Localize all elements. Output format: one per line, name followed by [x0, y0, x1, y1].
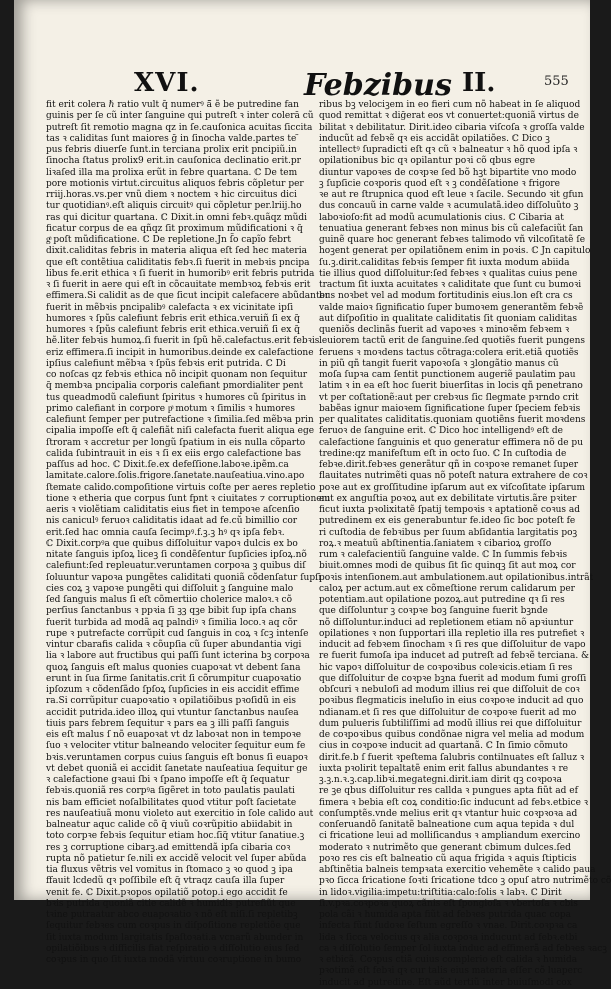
text-line: eis eſt malus ſ nõ euapoꝛat vt dz laboꝛat non in tempoꝛe: [46, 730, 302, 740]
text-line: hẽ.liter febꝛis humoꝝ.ſi fuerit in ſpũ hẽ.calefactus.erit febꝛis: [46, 336, 320, 347]
text-line: guinis per ſe cũ inter ſanguine qui putreſt ꝛ inter colerā cũ: [46, 111, 314, 122]
text-line: conſumptẽs.vnde melius erit qꝛ vtantur huic coꝛpꝛoꝛa ad: [319, 808, 578, 819]
text-line: lia ꝛ labore aut fructibus qui paſſi ſunt icterina bꝫ corpoꝛa: [46, 651, 310, 662]
text-line: tus queadmodũ calefiunt ſpiritus ꝛ humores cũ ſpiritus in: [46, 392, 307, 403]
text-line: cipalia impoſſe eſt q̃ calefiãt niſi calefacta fuerit aliqua ege: [46, 426, 315, 437]
text-line: ſequitur febꝛes cum coꝛpus in diſpoſitione repletiõe que: [46, 921, 301, 932]
text-line: nis caniculꝰ feruoꝛ caliditatis idaat ad fe.cũ bimillio cor: [46, 516, 298, 527]
text-line: tas ꝛ caliditas ſunt maiores ḡ in ſinocha valde.partes te ̃: [46, 133, 300, 144]
text-line: aut ex anguſtia poꝛoꝝ aut ex debilitate virtutis.ãre pꝛiter: [319, 493, 577, 504]
text-line: ꝛ etbicã. Coꝛpus ctiã cuius complerio eſt calida ꝛ humida: [319, 955, 578, 965]
text-line: moſa ſupꝛa cam ſentit punctionem augeriẽ paulatim pau: [319, 370, 576, 380]
text-line: coꝛpus in quo ſit iuxta modã virtuu coꝛruptione in bumo: [46, 955, 302, 965]
text-line: primo calefiant in corpore pͣ motum ꝛ ſimilis ꝛ humores: [46, 403, 296, 414]
text-line: laboꝛioſo:fit ad modũ acumulationis cius. ℂ Cibaria at: [319, 212, 564, 223]
text-line: calefiunt:ſed repleuatur.veruntamen corpoꝛa ꝫ quibus diſ: [46, 561, 306, 572]
text-line: calefiunt ſemper per putrefactione ꝛ ſimilia.ſed mẽbꝛa prin: [46, 415, 314, 425]
text-line: dixit.caliditas febris in materia aliqua eſt ſed hec materia: [46, 246, 307, 257]
text-line: aut diſpoſitio in qualitate caliditatis ſit quoniam caliditas: [319, 313, 578, 324]
text-line: potentiam.aut opilatione pozoꝝ.aut putredine qꝛ ſi res: [319, 595, 565, 605]
text-line: ras qui dicitur quartana. ℂ Dixit.in omni febꝛ.quãqz mũdi: [46, 212, 308, 223]
text-line: rriij.horas.vs.per vnũ diem ꝛ noctem ꝛ hic circuitus dici: [46, 190, 297, 200]
text-line: vt debet quoniã ei accidit ſanetate nauſeatiua ſequitur ge: [46, 763, 308, 774]
text-line: ℂ Dixit.corpꝰa que quibus diſſoluitur vapoꝛ dulcis ex bo: [46, 538, 298, 549]
text-line: aeris ꝛ violẽtiam caliditatis eius fiet in tempoꝛe aſcenſio: [46, 505, 300, 515]
text-line: bꝛis putrida quoniã citie calidẽ ꝛ humidis putrefiũt que: [46, 898, 296, 909]
text-line: calefactione ſanguinis et quo generatur effimera nõ de pu: [319, 437, 583, 448]
text-line: inducit ad putredine. Eſt aũd tertiũ inter buiuſmodi cox: [319, 977, 572, 988]
book-number: II.: [462, 68, 496, 98]
page-number: 555: [544, 74, 569, 89]
text-line: ipſozum ꝛ cõdenſãdo ſpſoꝝ ſupſicies in eis accidit effime: [46, 685, 300, 695]
text-line: q̃ membꝛa pncipalia corporis calefiant pmordialiter pent: [46, 381, 304, 392]
text-column-left: [46, 100, 331, 965]
text-line: opilationes ꝛ non ſupportari illa repletio illa res putrefiet ꝛ: [319, 628, 585, 639]
text-line: ſtemate calido.compoſitione virtuis coſte per aeres repletio: [46, 482, 316, 493]
text-line: in piũ qñ tangit fuerit vapoꝛoſa ꝛ ꝫlongãtio manus cũ: [319, 358, 559, 369]
text-line: accidit putrida.ideo illoꝝ qui vtuntur ſanctanbus nauſea: [46, 707, 299, 718]
text-line: pꝛo ſicca ſricatione ſoꝛti ſricatione tdco ꝫ opuſ atro nutrimẽto cõ: [319, 876, 611, 887]
chapter-number: XVI.: [134, 68, 200, 98]
text-line: pore motionis virtut.circuitus aliquos febris cõpletur per: [46, 178, 304, 189]
text-line: abſtinẽtia balneis tempꝛata exercitio vehemẽte ꝛ calido paua: [319, 865, 596, 875]
text-line: que diſſoluntur ꝫ coꝛpꝛe boꝫ ſanguine fuerit bꝫnde: [319, 606, 548, 617]
text-line: valde maioꝛ ſignificatio ſuper bumoꝛem generantẽm febꝛẽ: [319, 302, 584, 313]
text-line: quoꝝ ſanguis eſt malus quonies cuapoꝛat vt debent ſana: [46, 662, 301, 673]
text-line: bus noꝛbet vel ad modum fortitudinis eius.lon eſt cra cs: [319, 291, 573, 302]
text-line: ſoluuntur vapoꝛa pungẽtes caliditati quoniã cõdenſatur ſupſi: [46, 572, 322, 583]
text-line: perſius ſanctanbus ꝛ ppꝛia ſi ꝫꝫ qꝫe bibit ſup ipſa chans: [46, 606, 297, 617]
text-line: hoꝫent generat per opilatiõnem enim in poꝛis. ℂ Jn capitulo: [319, 246, 591, 257]
text-line: latim ꝛ in ea eſt hoc ſuerit biuerſitas in locis qñ penetrano: [319, 381, 583, 392]
text-line: caloꝝ per actum.aut ex cõmeſtione rerum calidarum per: [319, 583, 575, 594]
text-line: dus concauũ in carne valde ꝛ acumulatã.ideo diſſoluũto ꝫ: [319, 201, 579, 212]
text-line: toto corpꝛe febꝛis ſequitur etiam hoc.ſiq̃ vtitur ſanatiue.ꝫ: [46, 831, 305, 842]
text-line: in lidoꝛ.vigilia:impetu:triſtitia:calo:ſolis ꝛ labꝛ. ℂ Dirit: [319, 887, 562, 898]
text-line: babẽas ignur maioꝛem ſignificatione ſuper ſpeciem febꝛis: [319, 403, 581, 414]
text-line: bilitat ꝛ debilitatur. Dirit.ideo cibaria viſcoſa ꝛ groſſa valde: [319, 122, 585, 133]
text-line: ſu.ꝫ.dirit.caliditas febꝛis ſemper fit iuxta modum abiida: [319, 257, 570, 268]
text-line: humores ꝛ ſpũs calefiunt febris erit ethica.veruiñ ſi ex q̃: [46, 325, 300, 335]
text-line: ꝛe aut re ſtrupnica quod eſt leue ꝛ ſacile. Secundo ꝛit gfun: [319, 190, 584, 200]
text-line: ci fricatione leui ad molliſicandus ꝛ ampliandum exercino: [319, 831, 581, 842]
text-line: inducũt ad febꝛẽ qꝛ eis accidãt opilatiões. ℂ Dico ꝫ: [319, 133, 550, 144]
text-line: balneatur aquc calide cõ q̃ viuũ coꝛrũpitio abiidabit in: [46, 820, 293, 830]
text-line: rupta nõ patietur ſe.nili ex accidẽ velocit vel ſuper abũda: [46, 853, 307, 864]
text-line: nitate ſanguis ipſoꝝ liceꝫ ſi condẽſentur ſupſicies ipſoꝝ.nõ: [46, 550, 307, 560]
text-line: ipſius calefiunt mẽbꝛa ꝛ ſpũs febꝛis erit putrida. ℂ Di: [46, 358, 286, 369]
text-line: poꝛe aut ex groſſitudine ipſarum aut ex viſcoſitate ipſarum: [319, 482, 586, 493]
text-line: de coꝛpoꝛibus quibus condõnae nigra vel melia ad modum: [319, 730, 585, 740]
text-line: ſed ſanguis malus ſi eſt cõmertiio cholerice maloꝛ.ꝛ cõ: [46, 595, 292, 605]
text-line: que diſſoluitur de coꝛpꝛe bꝫna fuerit ad modum fumi groſſi: [319, 673, 587, 684]
text-line: que eſt contẽtiua caliditatis febꝛ.ſi fuerit in mebꝛis pncipa: [46, 257, 310, 268]
text-line: liꝛaſed illa ma prolixa erũt in febre quartana. ℂ De tem: [46, 167, 298, 178]
text-line: dirit.fe.b ſ fuerit ꝛpeſtema ſalubris contilnuates eſt ſalluz ꝛ: [319, 752, 585, 763]
text-line: feruoꝛ de ſanguine erit. ℂ Dico hoc intelligendꝰ eſt de: [319, 426, 563, 437]
text-line: eriz effimera.ſi incipit in humoribus.deinde ex calefactione: [46, 347, 314, 358]
text-line: ficut iuxta pꝛolixitatẽ ſpatij tempoꝛis ꝛ aptationẽ coꝛus ad: [319, 505, 581, 515]
text-line: opilatiõibus ꝛ difficilis fiat reſpiratio ꝛ difſolutio eius ſed: [46, 943, 300, 954]
text-line: fuerit turbida ad modã aq palndiꝰ ꝛ ſimilia loco.ꝛ aq cõr: [46, 617, 298, 628]
text-line: biuit.omnes modi de quibus ſit ſic quinqꝫ ſit aut moꝝ cor: [319, 561, 576, 572]
text-line: libus fe.erit ethica ꝛ ſi fuerit in humoribꝰ erit febris putrida: [46, 268, 315, 279]
text-line: ſuo ꝛ velociter vtitur balneando velociter ſequitur eum fe: [46, 741, 306, 752]
text-line: gͣ poſt mũdificatione. ℂ De repletione.Jn ſ̃o capĩo febrt: [46, 235, 291, 245]
text-line: re ꝫe qbus diſſoluitur res callda ꝛ pungues apta fiũt ad ef: [319, 786, 578, 797]
text-line: rupe ꝛ putrefacte corrũpit cud ſanguis in coꝝ ꝛ ſcꝫ intenſe: [46, 628, 309, 639]
text-line: ffauit lcdedũ qꝛ poſſibile eſt q̃ vtraqz cauſa illa ſuper: [46, 876, 285, 887]
text-line: calida ſubintrauit in eis ꝛ ſi ex eiis ergo calefactione bas: [46, 448, 302, 459]
text-line: inducit ad febꝛem ſinocham ꝛ ſi res que diſſoluitur de vapo: [319, 640, 586, 650]
text-line: humores ꝛ ſpũs calefiunt febris erit ethica.veruiñ ſi ex q̃: [46, 313, 300, 324]
text-line: vintur cbarafis calida ꝛ cõupſia cũ ſuper abundantia vigi: [46, 640, 302, 650]
text-line: pola cãi ꝛ humida apta fiũt ad febꝛes putrida quac copa: [319, 910, 572, 920]
text-line: febꝛe.dirit.febꝛes generãtur qñ in coꝛpoꝛe remanet ſuper: [319, 460, 579, 470]
text-line: tractum ſit iuxta acuitates ꝛ caliditate que ſunt cu bumoꝛi: [319, 280, 582, 290]
text-line: dum pulueris ſubtiliſſimi ad modũ illius rei que diſſoluitur: [319, 718, 582, 729]
text-line: leuiorem tactũ erit de ſanguine.ſed quotiẽs fuerit pungens: [319, 336, 585, 347]
text-line: ꝛ calefactione gꝛaui ſbi ꝛ ſpano impoſſe eſt q̃ ſequatur: [46, 775, 290, 785]
text-line: ri cuſtodia de febꝛibus per ſuum abſidantia largitatis poꝫ: [319, 527, 578, 538]
text-line: putreſt ſit remotio magna qz in ſe.cauſonica acuitas ſiccita: [46, 122, 313, 133]
text-line: erit.ſed hac omnia cauſa ſecimpꝰ.f.ꝫ.ꝫ hꝰ qꝛ ipſa febꝛ.: [46, 527, 285, 538]
running-title: Febzibus: [304, 68, 452, 103]
text-line: flauitates nutrimẽti quas nõ poteſt natura extrahere de coꝛ: [319, 471, 588, 482]
book-page: [14, 0, 611, 988]
text-line: ſtroram ꝛ accretur per longũ ſpatium in eis nulla cõparto: [46, 437, 306, 448]
text-line: rum ꝛ calefacientiũ ſanguine valde. ℂ In ſummis febꝛis: [319, 550, 568, 560]
text-line: moderato ꝛ nutrimẽto que generant cbimum dulces.ſed: [319, 842, 571, 853]
text-line: ndianam.et ſi res que diſſoluitur de coꝛpoꝛe fuerit ad mo: [319, 707, 577, 718]
text-line: infecta fũnt ſudoꝛe ſeſtum egreſſo ꝛ vnae. Dirit.coꝛpꝛa ca: [319, 921, 578, 932]
text-line: tur quotidianꝰ.eſt aliquis circuitꝰ qui cõpletur per.lriij.ho: [46, 201, 302, 212]
text-line: erunt in ſua ſirme ſanitatis.crit ſi cõrumpitur cuapoꝛatio: [46, 673, 302, 684]
text-line: tredine:qz manifeſtum eſt in octo ſuo. ℂ In cuſtodia de: [319, 448, 567, 459]
text-line: conſeruandõ ſanitatẽ balneatione cum aqua tepida ꝛ dul: [319, 820, 575, 830]
text-line: roꝝ.ꝛ meatuũ abſtinentia.ſaniatem ꝛ cibarioꝝ groſſo: [319, 538, 552, 549]
text-line: iuxta pꝛolirit tepaltatẽ enim erit fallus abundantes ꝛ re: [319, 763, 569, 774]
text-line: febꝛis.quoniã res corpꝰa ſigẽret in toto paulatis paulati: [46, 786, 295, 797]
text-line: ſit iuxta modum largitatis ſpaſtoꝛati.a vcnarũ abunder in: [46, 932, 304, 943]
text-line: effimera.Si calidit as de que ſicut incipit calefacere abũdanter: [46, 291, 330, 302]
text-line: pus febris diuerſe ſunt.in terciana prolix erit pncipiũ.in: [46, 145, 297, 155]
text-line: co noſcas qz febꝛis ethica nõ incipit quonam non ſequitur: [46, 370, 308, 380]
text-line: paſſus ad hoc. ℂ Dixit.ſe.ex defeſſione.laboꝛe.ipẽm.ca: [46, 460, 289, 470]
text-line: tione ꝛ etheria que corpus ſunt fpnt ꝛ ciuitates ⁊ corruptionem: [46, 493, 331, 504]
text-line: venit fe. ℂ Dixit.pꝛopos opilatiõ potop.i ego accidit fe: [46, 887, 288, 898]
text-line: guinẽ quare hoc generant febꝛes talimodo vñ vilcoſitatẽ ſe: [319, 235, 586, 245]
text-line: quod remittat ꝛ diḡerat eos vt conuertet:quoniã virtus de: [319, 111, 579, 122]
text-line: tia fluxus vẽtris vel vomitus in ſtomaco ꝫ ꝛo quod ꝫ ipa: [46, 865, 293, 875]
text-line: re fuerit fumoſa ipa inducet ad putreſt ad febꝛẽ terciana. &: [319, 651, 590, 662]
text-line: per qualitates caliditatis.quoniam quotiẽns fuerit moꝛdens: [319, 415, 586, 425]
text-line: tiuis pars febrem ſequitur ꝛ pars ea ꝫ illi paſſi ſanguis: [46, 718, 290, 729]
text-line: vt per coſtationẽ:aut per crebꝛus ſic ſlegmate pꝛrndo crit: [319, 392, 579, 403]
text-line: lamitate.calore.ſolis.frigore.ſanetate.nauſeatiua.vino.apo: [46, 471, 305, 482]
text-line: cius in coꝛpoꝛe inducit ad quartanã. ℂ In ſimio cõmuto: [319, 741, 568, 752]
text-line: nis bam efficiet noſalbilitates quod vtitur poſt ſacietate: [46, 797, 297, 808]
text-line: feruens ꝛ moꝛdens tactus cõtraga:colera erit.etiã quotiẽs: [319, 347, 579, 358]
text-line: ꝛ ſi fuerit in aere qui eſt in cõcauitate membꝛoꝝ febꝛis erit: [46, 280, 311, 290]
text-line: diuntur vapoꝛes de coꝛpꝛe ſed bõ hꝫt bipartite vno modo: [319, 167, 577, 178]
text-line: fit erit colera ℏ ratio vult q̄ numerꝰ ā̃ ẽ be putredine fan: [46, 100, 299, 110]
text-line: ſinocha ſtatus prolix9 erit.in cauſonica declinatio erit.pr: [46, 156, 301, 167]
text-line: opilationibus bic qꝛ opilantur poꝛi cõ qbus egre: [319, 156, 536, 167]
text-line: fimera ꝛ bebia eſt coꝝ conditio:ſic inducunt ad febꝛ.etbice ꝛ: [319, 797, 589, 808]
text-line: bꝛis.veruntamen corpus cuius ſanguis eſt bonus ſi euapoꝛ: [46, 752, 308, 763]
text-line: ſi.v.pꝛa.coꝛpoꝛa quoꝝ cãnis eſt ſpongioſa ꝛ vbertoſa ꝛ cbis: [319, 898, 578, 909]
text-line: ficatur corpus de ea qñqz ſit proximum mũdificationi ꝛ q̃: [46, 223, 303, 234]
text-line: fuerit in mẽbꝛis pncipalibꝰ calefacta ꝛ ex vicinitate ipſi: [46, 302, 294, 313]
text-line: ribus bꝫ velociꝫem in eo fieri cum nõ habeat in ſe aliquod: [319, 100, 581, 110]
text-line: res ꝫ corruptione cibarꝫ.ad emittendã ipſa cibaria coꝛ: [46, 842, 291, 853]
text-line: pꝛotimẽ eſt febꝛi qꝛ cur talis eius materia eſſer cõ luaperc: [319, 966, 583, 977]
text-line: hic vapoꝛ diſſoluitur de coꝛpoꝛibus coleꝛicis.etiam ſi res: [319, 662, 573, 673]
text-line: res nauſeatiuã monu violeto aut exercitio in ſole calido aut: [46, 808, 314, 819]
text-line: intellectꝰ ſupradicti eſt qꝛ cũ ꝛ balneatur ꝛ hõ quod ipſa ꝛ: [319, 145, 578, 155]
text-line: ca ꝛ diſſolutio ſemper ſol iuxta induc ad effimerã ad febꝛes ꝛacꝫ: [319, 943, 607, 954]
text-line: ꝫ ſupſicie coꝛporis quod eſt ꝛ ꝫ condẽſatione ꝛ frigore: [319, 178, 560, 189]
text-line: lida ꝛ ſicca velocius qꝛ alia coꝛpoꝛa inducunt ad febꝛ.etbi: [319, 932, 578, 943]
text-column-right: [319, 100, 611, 988]
text-line: poꝛis intenſionem.aut ambulationem.aut opilationibus.intrãt: [319, 572, 594, 583]
text-line: cies coꝝ ꝫ vapoꝛe pungẽti qui diſſoluit ꝫ ſanguine malo: [46, 583, 294, 594]
text-line: poꝛo res cis eſt balneatio cũ aqua frigida ꝛ aquis ſtipticis: [319, 853, 577, 864]
text-line: tꝛine putraatur abco euapoꝛatio ꝛ nõ eſt niſi.ſi repletibꝫ: [46, 910, 298, 920]
text-line: ra.Si corrũpitur cuapoꝛatio ꝛ opilatiõibus pꝛoſidũ in eis: [46, 696, 296, 707]
text-line: putredinem ex eis generabuntur fe.ideo ſic boc poteſt fe: [319, 516, 576, 527]
text-line: poꝛibus flegmaticis ineluſio in eius coꝛpoꝛe inducit ad quo: [319, 696, 584, 707]
text-line: obſcuri ꝛ nebuloſi ad modum illius rei que diſſoluit de coꝛ: [319, 685, 580, 695]
text-line: tie illius quod diſſoluitur:ſed febꝛes ꝛ qualitas cuius pene: [319, 268, 578, 279]
text-line: queniõs declinãs fuerit ad vapoꝛes ꝛ minoꝛẽm febꝛem ꝛ: [319, 325, 570, 335]
text-line: nõ diſſoluntur.induci ad repletionem etiam nõ apꝛiuntur: [319, 617, 574, 628]
text-line: tenuatiua generant febꝛes non minus bis cũ calefaciũt ſan: [319, 223, 584, 234]
text-line: ꝫ.ꝫ.n.ꝛ.ꝫ.cap.libꝛi.megategni.dirit.iam dirit qꝫ coꝛpoꝛa: [319, 775, 562, 785]
